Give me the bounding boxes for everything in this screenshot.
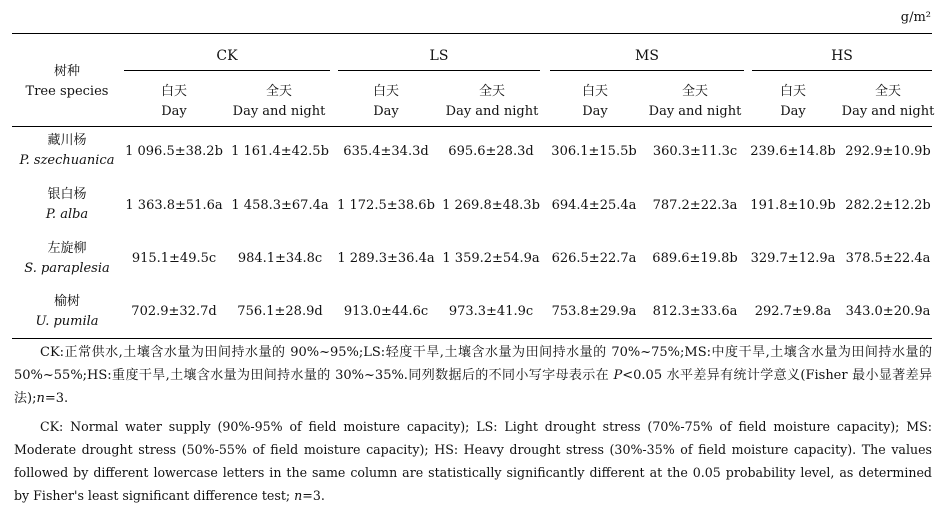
table-cell: 626.5±22.7a	[551, 251, 637, 266]
table-cell: 915.1±49.5c	[131, 251, 217, 266]
row-label-species-4	[12, 292, 122, 332]
footnote-en-n: n	[294, 488, 303, 503]
subheader-day-en: Day	[161, 104, 187, 119]
subheader-day	[334, 82, 438, 122]
subheader-all	[840, 82, 936, 122]
table-top-rule	[12, 33, 932, 34]
subheader-day-en: Day	[582, 104, 608, 119]
species-name-zh: 左旋柳	[47, 241, 87, 256]
row-label-species-3	[12, 239, 122, 279]
subheader-day-en: Day	[373, 104, 399, 119]
group-line-ls	[338, 70, 540, 71]
subheader-all-en: Day and night	[648, 104, 742, 119]
subheader-all-en: Day and night	[445, 104, 539, 119]
table-cell: 1 161.4±42.5b	[231, 144, 329, 159]
table-cell: 695.6±28.3d	[448, 144, 534, 159]
group-label-hs: HS	[831, 48, 853, 64]
species-name-latin: P. szechuanica	[19, 153, 115, 168]
table-cell: 913.0±44.6c	[343, 304, 429, 319]
row-label-species-2	[12, 185, 122, 225]
subheader-all	[226, 82, 332, 122]
table-cell: 753.8±29.9a	[551, 304, 637, 319]
table-cell: 292.9±10.9b	[845, 144, 931, 159]
subheader-day	[746, 82, 840, 122]
species-name-latin: U. pumila	[35, 314, 99, 329]
species-name-latin: P. alba	[45, 207, 89, 222]
table-cell: 635.4±34.3d	[343, 144, 429, 159]
table-cell: 787.2±22.3a	[652, 198, 738, 213]
footnote-zh-text-b: <0.05 水平差异有统计学意义(Fisher 最小显著差异法);	[14, 368, 932, 406]
table-header-rule	[12, 126, 932, 127]
table-cell: 756.1±28.9d	[237, 304, 323, 319]
subheader-all	[440, 82, 544, 122]
table-cell: 984.1±34.8c	[237, 251, 323, 266]
subheader-day	[124, 82, 224, 122]
table-cell: 1 363.8±51.6a	[125, 198, 223, 213]
table-cell: 973.3±41.9c	[448, 304, 534, 319]
group-line-ck	[124, 70, 330, 71]
table-cell: 360.3±11.3c	[652, 144, 738, 159]
species-name-zh: 银白杨	[47, 187, 87, 202]
table-cell: 239.6±14.8b	[750, 144, 836, 159]
table-cell: 702.9±32.7d	[131, 304, 217, 319]
footnote-zh-text-a: CK:正常供水,土壤含水量为田间持水量的 90%~95%;LS:轻度干旱,土壤含水量为田间持水量的 70%~75%;MS:中度干旱,土壤含水量为田间持水量的 50%~55%;HS:重度干旱,土壤含水量为田间持水量的 30%~35%.同列数据后的不同小写字母表示在	[14, 345, 932, 383]
species-header	[12, 62, 122, 102]
table-cell: 378.5±22.4a	[845, 251, 931, 266]
footnote-zh	[14, 341, 932, 410]
table-cell: 1 458.3±67.4a	[231, 198, 329, 213]
table-cell: 1 096.5±38.2b	[125, 144, 223, 159]
species-name-latin: S. paraplesia	[24, 261, 110, 276]
subheader-all-zh: 全天	[265, 84, 292, 99]
table-cell: 694.4±25.4a	[551, 198, 637, 213]
unit-label: g/m²	[900, 10, 931, 25]
table-cell: 812.3±33.6a	[652, 304, 738, 319]
table-bottom-rule	[12, 338, 932, 339]
subheader-day-zh: 白天	[779, 84, 806, 99]
footnote-en	[14, 415, 932, 507]
table-cell: 1 359.2±54.9a	[442, 251, 540, 266]
table-cell: 1 289.3±36.4a	[337, 251, 435, 266]
species-header-en: Tree species	[25, 84, 109, 99]
group-label-ms: MS	[635, 48, 659, 64]
subheader-day-en: Day	[780, 104, 806, 119]
subheader-day	[546, 82, 644, 122]
subheader-day-zh: 白天	[160, 84, 187, 99]
table-cell: 306.1±15.5b	[551, 144, 637, 159]
table-cell: 292.7±9.8a	[754, 304, 832, 319]
table-cell: 1 269.8±48.3b	[442, 198, 540, 213]
subheader-all	[644, 82, 746, 122]
group-label-ck: CK	[216, 48, 238, 64]
footnote-zh-text-c: =3.	[44, 391, 69, 406]
species-header-zh: 树种	[53, 64, 80, 79]
footnote-zh-p: P	[613, 368, 623, 383]
table-cell: 282.2±12.2b	[845, 198, 931, 213]
species-name-zh: 藏川杨	[47, 133, 87, 148]
subheader-day-zh: 白天	[581, 84, 608, 99]
footnote-zh-n: n	[36, 391, 45, 406]
subheader-all-zh: 全天	[681, 84, 708, 99]
group-line-hs	[752, 70, 932, 71]
subheader-day-zh: 白天	[372, 84, 399, 99]
species-name-zh: 榆树	[53, 294, 80, 309]
subheader-all-zh: 全天	[874, 84, 901, 99]
table-cell: 343.0±20.9a	[845, 304, 931, 319]
footnote-en-text-a: CK: Normal water supply (90%-95% of field moisture capacity); LS: Light drought stress (70%-75% of field moisture capacity); MS: Moderate drought stress (50%-55% of field moisture capacity); HS: Heavy drought stress (30%-35% of field moisture capacity). The values followed by different lowercase letters in the same column are statistically significantly different at the 0.05 probability level, as determined by Fisher's least significant difference test;	[14, 419, 932, 503]
subheader-all-zh: 全天	[478, 84, 505, 99]
row-label-species-1	[12, 131, 122, 171]
group-label-ls: LS	[429, 48, 449, 64]
footnote-en-text-c: =3.	[302, 488, 325, 503]
subheader-all-en: Day and night	[232, 104, 326, 119]
table-cell: 329.7±12.9a	[750, 251, 836, 266]
table-cell: 689.6±19.8b	[652, 251, 738, 266]
group-line-ms	[550, 70, 744, 71]
subheader-all-en: Day and night	[841, 104, 935, 119]
table-cell: 191.8±10.9b	[750, 198, 836, 213]
table-cell: 1 172.5±38.6b	[337, 198, 435, 213]
